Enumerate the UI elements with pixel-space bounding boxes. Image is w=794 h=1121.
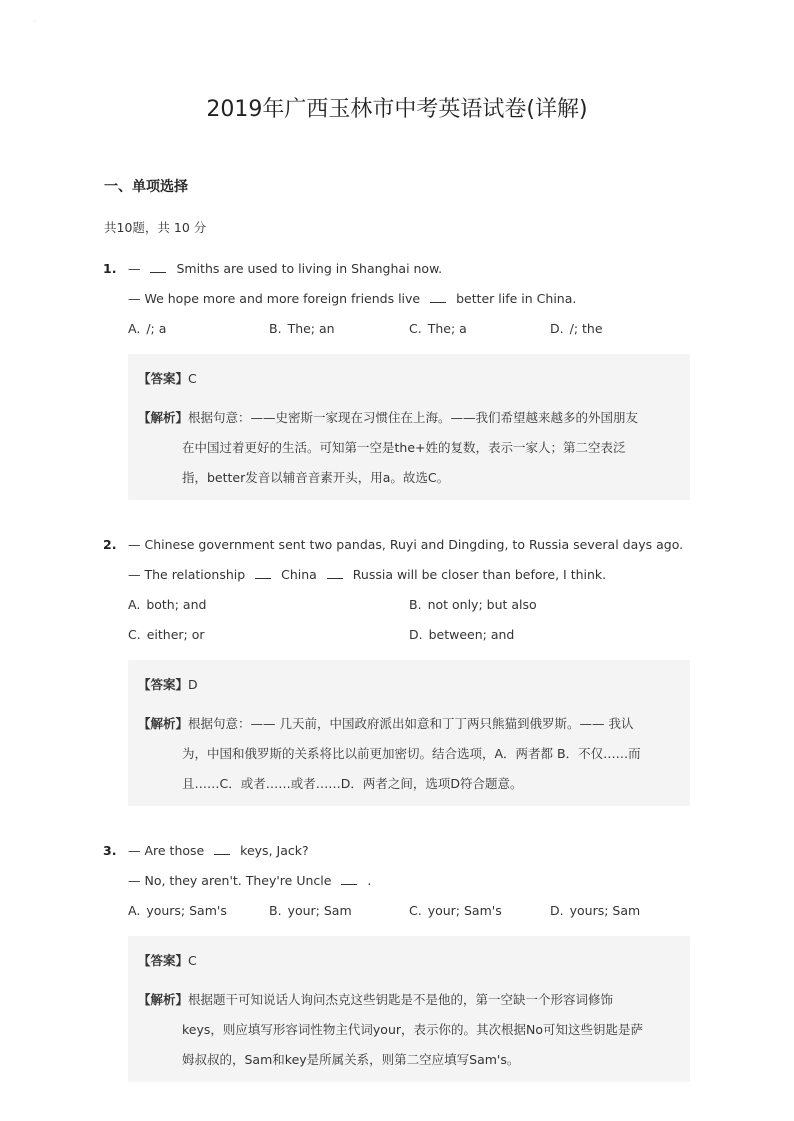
question-number: 3.: [103, 843, 117, 858]
explanation-line-1: 【解析】根据题干可知说话人询问杰克这些钥匙是不是他的，第一空缺一个形容词修饰: [138, 992, 614, 1007]
blank: [150, 262, 166, 273]
option-c: C. either; or: [128, 627, 205, 642]
answer-value: D: [188, 677, 198, 692]
answer-value: C: [188, 953, 197, 968]
explanation-line-2: keys，则应填写形容词性物主代词your，表示你的。其次根据No可知这些钥匙是萨: [182, 1022, 643, 1037]
option-a: A. both; and: [128, 597, 207, 612]
explanation-line-3: 且……C．或者……或者……D．两者之间，选项D符合题意。: [182, 776, 523, 791]
answer-row: 【答案】D: [138, 677, 198, 692]
answer-box: [128, 354, 690, 500]
question-stem-line-2: — No, they aren't. They're Uncle .: [128, 873, 372, 888]
question-stem-line-1: — Smiths are used to living in Shanghai now.: [128, 261, 443, 276]
blank: [341, 874, 357, 885]
option-d: D. /; the: [550, 321, 603, 336]
option-a: A. /; a: [128, 321, 167, 336]
blank: [430, 292, 446, 303]
answer-row: 【答案】C: [138, 371, 197, 386]
option-c: C. The; a: [409, 321, 467, 336]
corner-mark: ◦: [33, 18, 38, 26]
answer-box: [128, 936, 690, 1082]
question-stem-line-2: — We hope more and more foreign friends live better life in China.: [128, 291, 577, 306]
question-stem-line-2: — The relationship China Russia will be closer than before, I think.: [128, 567, 607, 582]
option-b: B. not only; but also: [409, 597, 537, 612]
explanation-line-2: 在中国过着更好的生活。可知第一空是the+姓的复数，表示一家人；第二空表泛: [182, 440, 626, 455]
blank: [214, 844, 230, 855]
option-a: A. yours; Sam's: [128, 903, 227, 918]
option-c: C. your; Sam's: [409, 903, 502, 918]
explanation-line-2: 为，中国和俄罗斯的关系将比以前更加密切。结合选项，A．两者都 B．不仅……而: [182, 746, 641, 761]
explanation-line-1: 【解析】根据句意：——史密斯一家现在习惯住在上海。——我们希望越来越多的外国朋友: [138, 410, 639, 425]
option-b: B. The; an: [269, 321, 335, 336]
question-number: 1.: [103, 261, 117, 276]
answer-box: [128, 660, 690, 806]
option-d: D. yours; Sam: [550, 903, 641, 918]
section-heading: 一、单项选择: [104, 179, 188, 195]
question-stem-line-1: — Chinese government sent two pandas, Ruyi and Dingding, to Russia several days ago.: [128, 537, 684, 552]
answer-row: 【答案】C: [138, 953, 197, 968]
question-stem-line-1: — Are those keys, Jack?: [128, 843, 309, 858]
explanation-line-3: 姆叔叔的，Sam和key是所属关系，则第二空应填写Sam's。: [182, 1052, 520, 1067]
option-b: B. your; Sam: [269, 903, 352, 918]
answer-value: C: [188, 371, 197, 386]
blank: [255, 568, 271, 579]
explanation-line-1: 【解析】根据句意：—— 几天前，中国政府派出如意和丁丁两只熊猫到俄罗斯。—— 我认: [138, 716, 634, 731]
question-number: 2.: [103, 537, 117, 552]
blank: [327, 568, 343, 579]
explanation-line-3: 指，better发音以辅音音素开头，用a。故选C。: [182, 470, 450, 485]
section-info: 共10题，共 10 分: [104, 220, 207, 235]
page-title: 2019年广西玉林市中考英语试卷(详解): [206, 97, 588, 122]
option-d: D. between; and: [409, 627, 515, 642]
